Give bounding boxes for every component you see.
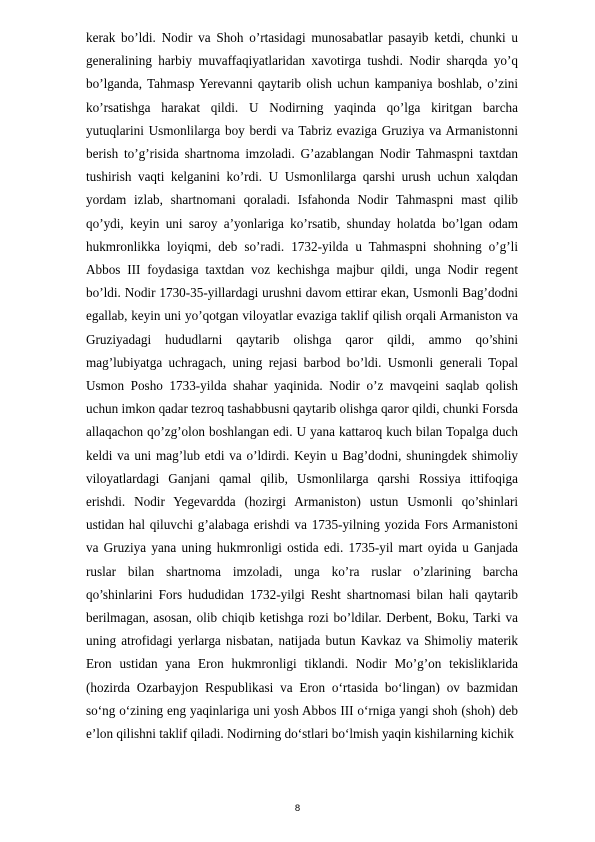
page-number: 8 — [294, 803, 301, 814]
body-paragraph: kerak bo’ldi. Nodir va Shoh o’rtasidagi munosabatlar pasayib ketdi, chunki u generalining harbiy muvaffaqiyatlaridan xavotirga tushdi. Nodir sharqda yo’q bo’lganda, Tahmasp Yerevanni qaytarib olish uchun kampaniya boshlab, o’zini ko’rsatishga harakat qildi. U Nodirning yaqinda qo’lga kiritgan barcha yutuqlarini Usmonlilarga boy berdi va Tabriz evaziga Gruziya va Armanistonni berish to’g’risida shartnoma imzoladi. G’azablangan Nodir Tahmaspni taxtdan tushirish vaqti kelganini ko’rdi. U Usmonlilarga qarshi urush uchun xalqdan yordam izlab, shartnomani qoraladi. Isfahonda Nodir Tahmaspni mast qilib qo’ydi, keyin uni saroy a’yonlariga ko’rsatib, shunday holatda bo’lgan odam hukmronlikka loyiqmi, deb so’radi. 1732-yilda u Tahmaspni shohning o’g’li Abbos III foydasiga taxtdan voz kechishga majbur qildi, unga Nodir regent bo’ldi. Nodir 1730-35-yillardagi urushni davom ettirar ekan, Usmonli Bag’dodni egallab, keyin uni yo’qotgan viloyatlar evaziga taklif qilish orqali Armaniston va Gruziyadagi hududlarni qaytarib olishga qaror qildi, ammo qo’shini mag’lubiyatga uchragach, uning rejasi barbod bo’ldi. Usmonli generali Topal Usmon Posho 1733-yilda shahar yaqinida. Nodir o’z mavqeini saqlab qolish uchun imkon qadar tezroq tashabbusni qaytarib olishga qaror qildi, chunki Forsda allaqachon qo’zg’olon boshlangan edi. U yana kattaroq kuch bilan Topalga duch keldi va uni mag’lub etdi va o’ldirdi. Keyin u Bag’dodni, shuningdek shimoliy viloyatlardagi Ganjani qamal qilib, Usmonlilarga qarshi Rossiya ittifoqiga erishdi. Nodir Yegevardda (hozirgi Armaniston) ustun Usmonli qo’shinlari ustidan hal qiluvchi g’alabaga erishdi va 1735-yilning yozida Fors Armanistoni va Gruziya yana uning hukmronligi ostida edi. 1735-yil mart oyida u Ganjada ruslar bilan shartnoma imzoladi, unga ko’ra ruslar o’zlarining barcha qo’shinlarini Fors hududidan 1732-yilgi Resht shartnomasi bilan hali qaytarib berilmagan, asosan, olib chiqib ketishga rozi bo’ldilar. Derbent, Boku, Tarki va uning atrofidagi yerlarga nisbatan, natijada butun Kavkaz va Shimoliy materik Eron ustidan yana Eron hukmronligi tiklandi. Nodir Moʼgʼon tekisliklarida (hozirda Ozarbayjon Respublikasi va Eron oʻrtasida boʻlingan) ov bazmidan soʻng oʻzining eng yaqinlariga uni yosh Abbos III oʻrniga yangi shoh (shoh) deb eʼlon qilishni taklif qiladi. Nodirning doʻstlari boʻlmish yaqin kishilarning kichik — [86, 30, 518, 742]
